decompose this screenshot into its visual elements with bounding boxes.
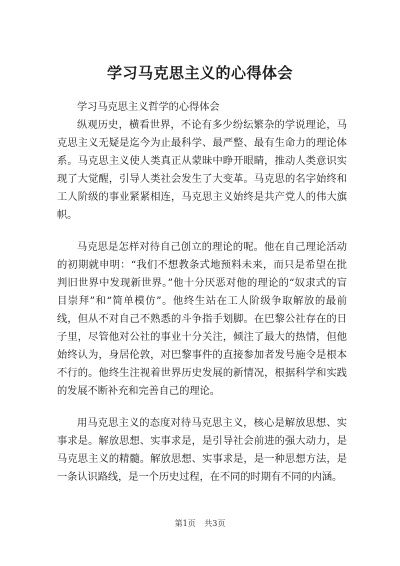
page-total: 共3页 <box>204 519 226 528</box>
document-subtitle: 学习马克思主义哲学的心得体会 <box>77 102 220 113</box>
paragraph-gap <box>57 401 347 415</box>
page-title: 学习马克思主义的心得体会 <box>106 64 293 82</box>
page-footer <box>0 518 400 529</box>
paragraph-3: 用马克思主义的态度对待马克思主义，核心是解放思想、实事求是。解放思想、实事求是，是引导社会前进的强大动力，是马克思主义的精髓。解放思想、实事求是，是一种思想方法，是一条认识路线，是一个历史过程，在不同的时期有不同的内涵。 <box>57 418 347 483</box>
page-number: 第1页 <box>174 519 196 528</box>
paragraph-1: 纵观历史，横看世界，不论有多少纷纭繁杂的学说理论，马克思主义无疑是迄今为止最科学、最严整、最有生命力的理论体系。马克思主义使人类真正从蒙昧中睁开眼睛，推动人类意识实现了大觉醒，引导人类社会发生了大变革。马克思的名字始终和工人阶级的事业紧紧相连，马克思主义始终是共产党人的伟大旗帜。 <box>57 120 347 221</box>
paragraph-2: 马克思是怎样对待自己创立的理论的呢。他在自己理论活动的初期就申明：“我们不想教条式地预料未来，而只是希望在批判旧世界中发现新世界。”他十分厌恶对他的理论的“奴隶式的盲目崇拜”和“简单模仿”。他终生站在工人阶级争取解放的最前线，但从不对自己不熟悉的斗争指手划脚。在巴黎公社存在的日子里，尽管他对公社的事业十分关注，倾注了最大的热情，但他始终认为，身居伦敦，对巴黎事件的直接参加者发号施令是根本不行的。他终生注视着世界历史发展的新情况，根据科学和实践的发展不断补充和完善自己的理论。 <box>57 242 347 397</box>
document-body <box>57 99 347 487</box>
paragraph-gap <box>57 225 347 239</box>
